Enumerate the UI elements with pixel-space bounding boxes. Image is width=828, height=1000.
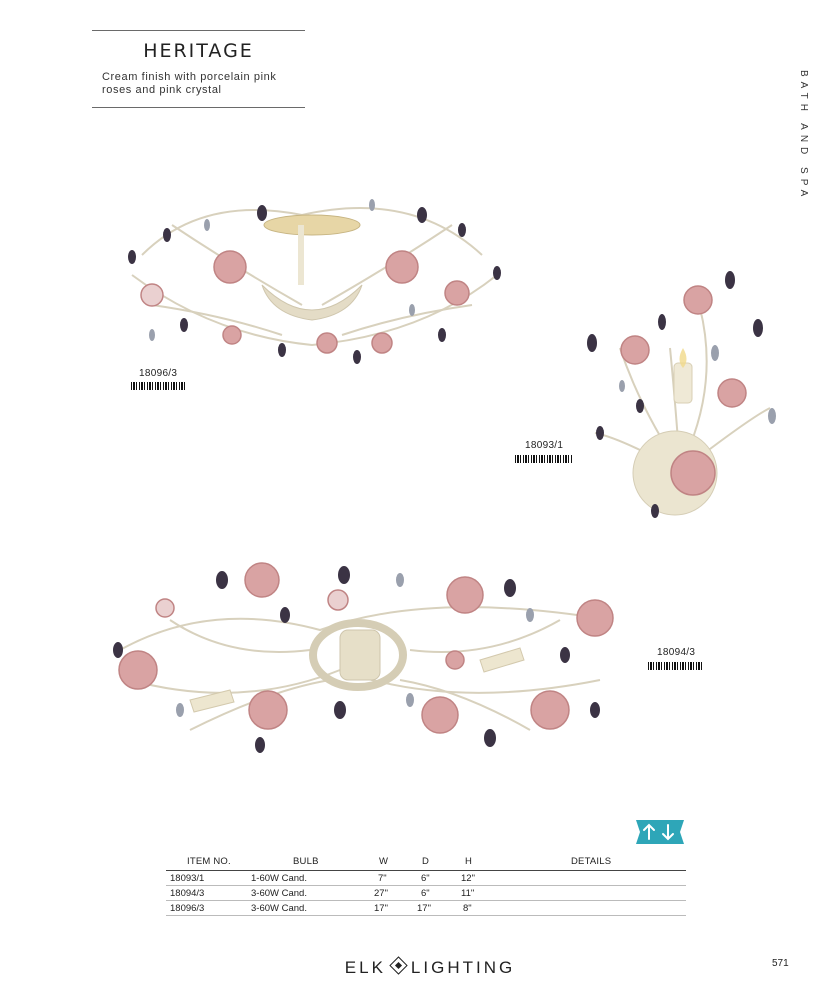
product-photo-18094-3: [110, 560, 622, 756]
table-row-rule: [166, 885, 686, 886]
cell-bulb: 3-60W Cand.: [251, 903, 307, 914]
cell-h: 11": [461, 888, 475, 899]
cell-bulb: 1-60W Cand.: [251, 873, 307, 884]
table-header-rule: [166, 870, 686, 871]
brand-logo: [300, 958, 560, 978]
collection-description: [102, 71, 312, 97]
cell-h: 8": [463, 903, 472, 914]
brand-logo-left: ELK: [344, 958, 386, 977]
diamond-logo-icon: [389, 956, 407, 974]
cell-d: 17": [417, 903, 431, 914]
description-line-1: Cream finish with porcelain pink: [102, 71, 277, 83]
column-header-w: W: [379, 856, 389, 867]
brand-logo-right: LIGHTING: [410, 958, 516, 977]
sku-label-18094-3: 18094/3: [657, 647, 696, 658]
collection-title: HERITAGE: [143, 40, 254, 62]
product-photo-18096-3: [112, 185, 512, 375]
cell-d: 6": [421, 873, 430, 884]
cell-item-no: 18093/1: [170, 873, 205, 884]
column-header-d: D: [422, 856, 430, 867]
table-row-rule: [166, 900, 686, 901]
sku-label-18093-1: 18093/1: [525, 440, 564, 451]
description-line-2: roses and pink crystal: [102, 84, 222, 96]
table-bottom-rule: [166, 915, 686, 916]
cell-w: 27": [374, 888, 388, 899]
cell-w: 17": [374, 903, 388, 914]
cell-w: 7": [378, 873, 387, 884]
page-number: 571: [772, 958, 789, 969]
column-header-item-no: ITEM NO.: [187, 856, 231, 867]
up-down-light-icon: [634, 818, 686, 846]
column-header-h: H: [465, 856, 473, 867]
column-header-bulb: BULB: [293, 856, 319, 867]
column-header-details: DETAILS: [571, 856, 612, 867]
barcode-18093-1: [515, 455, 573, 463]
cell-item-no: 18096/3: [170, 903, 205, 914]
barcode-18094-3: [648, 662, 704, 670]
cell-item-no: 18094/3: [170, 888, 205, 899]
barcode-18096-3: [131, 382, 187, 390]
cell-d: 6": [421, 888, 430, 899]
cell-h: 12": [461, 873, 475, 884]
section-tab-label: BATH AND SPA: [798, 70, 809, 202]
cell-bulb: 3-60W Cand.: [251, 888, 307, 899]
product-photo-18093-1: [580, 268, 785, 524]
header-bottom-rule: [92, 107, 305, 108]
sku-label-18096-3: 18096/3: [139, 368, 178, 379]
header-top-rule: [92, 30, 305, 31]
